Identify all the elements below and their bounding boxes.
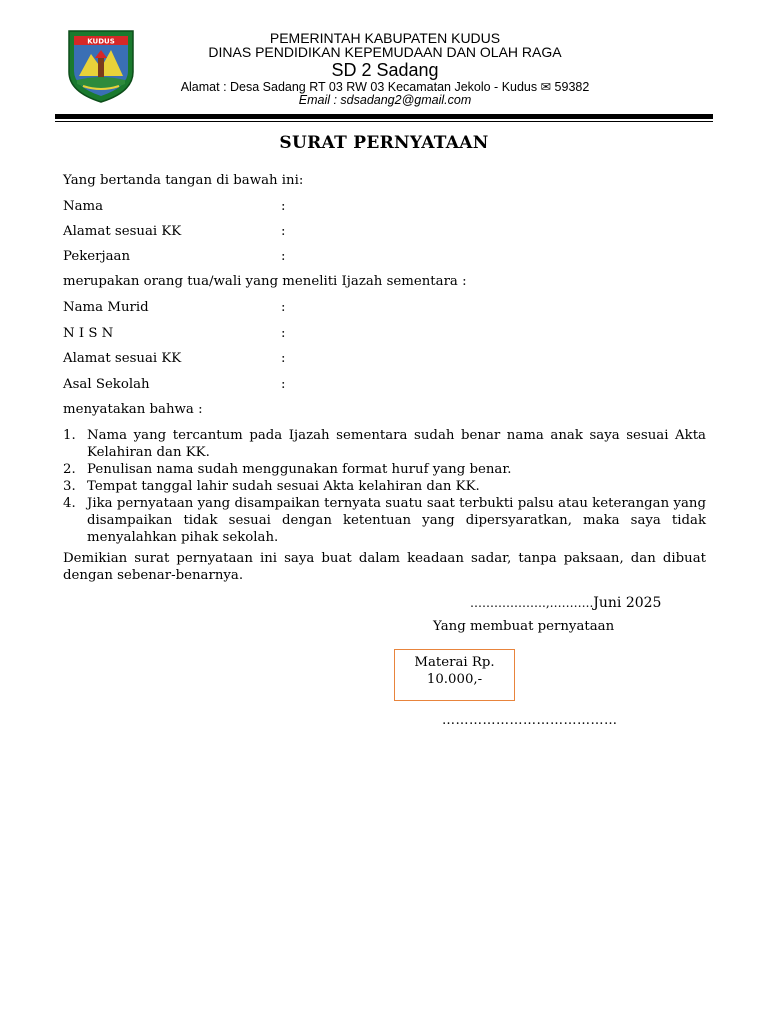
signature-line: ………………………………… [442, 713, 618, 728]
field-label-student-address: Alamat sesuai KK [63, 351, 182, 366]
list-item-number: 4. [63, 496, 76, 511]
date-month-year: Juni 2025 [593, 595, 662, 611]
field-label-parent-address: Alamat sesuai KK [63, 224, 182, 239]
letterhead-government: PEMERINTAH KABUPATEN KUDUS [269, 30, 501, 46]
list-item [63, 427, 706, 461]
document-title: SURAT PERNYATAAN [279, 133, 489, 153]
stamp-duty-box [394, 649, 515, 701]
list-item-text: Penulisan nama sudah menggunakan format huruf yang benar. [87, 462, 512, 477]
field-colon: : [281, 300, 286, 315]
field-label-parent-occupation: Pekerjaan [63, 249, 131, 264]
letterhead-department: DINAS PENDIDIKAN KEPEMUDAAN DAN OLAH RAGA [208, 44, 562, 60]
intro-text: Yang bertanda tangan di bawah ini: [63, 173, 304, 188]
list-item [63, 478, 706, 495]
letterhead-address: Alamat : Desa Sadang RT 03 RW 03 Kecamatan Jekolo - Kudus ✉ 59382 [180, 80, 590, 94]
list-item-number: 1. [63, 428, 76, 443]
list-item [63, 461, 706, 478]
declaration-intro: menyatakan bahwa : [63, 402, 203, 417]
guardian-statement: merupakan orang tua/wali yang meneliti Ijazah sementara : [63, 274, 467, 289]
field-label-nisn: N I S N [63, 326, 114, 341]
field-label-parent-name: Nama [63, 199, 104, 214]
field-colon: : [281, 377, 286, 392]
field-label-origin-school: Asal Sekolah [63, 377, 150, 392]
date-line [470, 592, 661, 611]
kudus-regency-logo [65, 28, 137, 104]
stamp-duty-amount: 10.000,- [426, 672, 483, 687]
letterhead-school-name: SD 2 Sadang [331, 60, 439, 80]
date-placeholder: ……………….,……….. [470, 596, 594, 610]
letterhead-divider-thick [55, 114, 713, 119]
signer-label: Yang membuat pernyataan [433, 619, 615, 634]
statement-list [63, 427, 706, 546]
list-item-number: 3. [63, 479, 76, 494]
field-label-student-name: Nama Murid [63, 300, 149, 315]
stamp-duty-label: Materai Rp. [414, 655, 495, 670]
svg-text:KUDUS: KUDUS [87, 37, 115, 46]
field-colon: : [281, 224, 286, 239]
field-colon: : [281, 351, 286, 366]
list-item-text: Tempat tanggal lahir sudah sesuai Akta kelahiran dan KK. [87, 479, 480, 494]
list-item-number: 2. [63, 462, 76, 477]
list-item-text: Nama yang tercantum pada Ijazah sementara sudah benar nama anak saya sesuai Akta Kelahiran dan KK. [87, 428, 706, 460]
field-colon: : [281, 199, 286, 214]
list-item [63, 495, 706, 546]
list-item-text: Jika pernyataan yang disampaikan ternyata suatu saat terbukti palsu atau keterangan yang disampaikan tidak sesuai dengan ketentuan yang dipersyaratkan, maka saya tidak menyalahkan pihak sekolah. [87, 496, 706, 545]
closing-paragraph: Demikian surat pernyataan ini saya buat dalam keadaan sadar, tanpa paksaan, dan dibuat dengan sebenar-benarnya. [63, 551, 706, 583]
field-colon: : [281, 326, 286, 341]
field-colon: : [281, 249, 286, 264]
letterhead-email: Email : sdsadang2@gmail.com [298, 93, 472, 107]
letterhead-divider-thin [55, 121, 713, 122]
